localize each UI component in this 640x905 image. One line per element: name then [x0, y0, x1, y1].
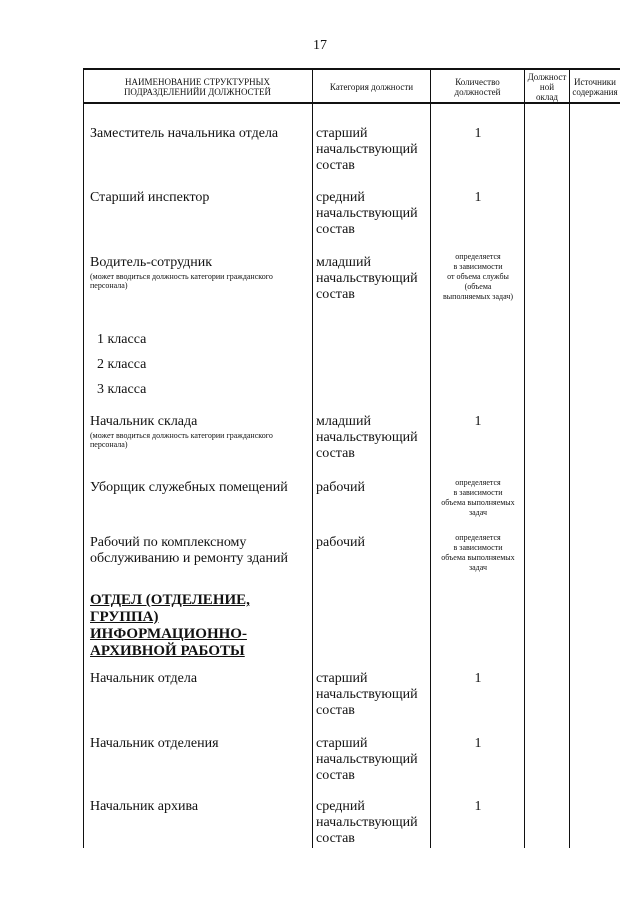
position-quantity: 1 [474, 736, 482, 751]
category-line: младший [316, 255, 371, 270]
category-line: старший [316, 126, 368, 141]
category-line: состав [316, 158, 355, 173]
position-category [316, 736, 428, 784]
header-text: Источники [574, 77, 616, 87]
category-line: средний [316, 799, 365, 814]
section-title [90, 592, 250, 660]
category-line: начальствующий [316, 687, 418, 702]
category-line: старший [316, 671, 368, 686]
header-text: содержания [572, 87, 618, 97]
quantity-note [431, 533, 525, 573]
category-line: начальствующий [316, 142, 418, 157]
position-name: Рабочий по комплексному обслуживанию и ремонту зданий [90, 535, 288, 566]
column-divider [312, 68, 313, 848]
quantity-note-line: объема выполняемых [441, 553, 515, 562]
column-divider [524, 68, 525, 848]
position-name: Заместитель начальника отдела [90, 126, 279, 141]
category-line: состав [316, 287, 355, 302]
table-header-rule [83, 102, 620, 104]
table-border-left [83, 68, 84, 848]
quantity-note-line: от объема службы [447, 272, 509, 281]
header-structural-units [83, 77, 312, 97]
position-class: 1 класса [97, 332, 147, 347]
category-line: младший [316, 414, 371, 429]
header-category: Категория должности [329, 82, 414, 92]
position-note: (может вводиться должность категории гражданского персонала) [90, 272, 273, 290]
quantity-note-line: определяется [455, 533, 501, 542]
quantity-note-line: определяется [455, 252, 501, 261]
header-text: ной [539, 82, 555, 92]
category-line: начальствующий [316, 815, 418, 830]
category-line: состав [316, 831, 355, 846]
category-line: состав [316, 703, 355, 718]
position-category [316, 190, 428, 238]
position-category [316, 255, 428, 303]
section-title-line: ИНФОРМАЦИОННО- [90, 626, 247, 642]
quantity-note-line: в зависимости [453, 543, 503, 552]
position-name-text: Водитель-сотрудник [90, 255, 213, 270]
header-text: ПОДРАЗДЕЛЕНИЙИ ДОЛЖНОСТЕЙ [123, 87, 272, 97]
header-text: Должност [527, 72, 567, 82]
quantity-note-line: в зависимости [453, 262, 503, 271]
position-class: 2 класса [97, 357, 147, 372]
position-class: 3 класса [97, 382, 147, 397]
category-line: начальствующий [316, 752, 418, 767]
position-category [316, 414, 428, 462]
position-name: Начальник архива [90, 799, 199, 814]
header-quantity [431, 77, 524, 97]
column-divider [569, 68, 570, 848]
quantity-note-line: в зависимости [453, 488, 503, 497]
section-title-line: ОТДЕЛ (ОТДЕЛЕНИЕ, [90, 592, 250, 608]
category-line: начальствующий [316, 430, 418, 445]
position-name [90, 414, 310, 449]
category-line: рабочий [316, 480, 365, 495]
category-line: начальствующий [316, 271, 418, 286]
category-line: рабочий [316, 535, 365, 550]
header-text: должностей [454, 87, 501, 97]
quantity-note-line: определяется [455, 478, 501, 487]
page-number: 17 [313, 38, 327, 53]
position-note: (может вводиться должность категории гражданского персонала) [90, 431, 273, 449]
quantity-note [431, 252, 525, 302]
quantity-note-line: выполняемых задач) [443, 292, 513, 301]
header-text: НАИМЕНОВАНИЕ СТРУКТУРНЫХ [124, 77, 271, 87]
column-divider [430, 68, 431, 848]
position-category [316, 126, 428, 174]
position-quantity: 1 [474, 126, 482, 141]
position-category [316, 480, 428, 496]
category-line: средний [316, 190, 365, 205]
staff-table [83, 68, 620, 848]
category-line: состав [316, 768, 355, 783]
quantity-note-line: задач [468, 508, 488, 517]
quantity-note [431, 478, 525, 518]
position-name: Уборщик служебных помещений [90, 480, 288, 495]
position-quantity: 1 [474, 671, 482, 686]
quantity-note-line: (объема [464, 282, 492, 291]
table-top-rule [83, 68, 620, 70]
position-quantity: 1 [474, 190, 482, 205]
section-title-line: ГРУППА) [90, 609, 159, 625]
position-quantity: 1 [474, 414, 482, 429]
position-category [316, 671, 428, 719]
header-funding-sources [570, 77, 620, 97]
position-name: Начальник отдела [90, 671, 198, 686]
position-name [90, 255, 310, 290]
position-name: Старший инспектор [90, 190, 210, 205]
position-category [316, 535, 428, 551]
position-quantity: 1 [474, 799, 482, 814]
category-line: состав [316, 222, 355, 237]
quantity-note-line: объема выполняемых [441, 498, 515, 507]
header-text: оклад [536, 92, 558, 102]
category-line: старший [316, 736, 368, 751]
header-text: Количество [455, 77, 500, 87]
quantity-note-line: задач [468, 563, 488, 572]
category-line: начальствующий [316, 206, 418, 221]
category-line: состав [316, 446, 355, 461]
section-title-line: АРХИВНОЙ РАБОТЫ [90, 643, 245, 659]
position-name-text: Начальник склада [90, 414, 198, 429]
position-category [316, 799, 428, 847]
header-salary [525, 72, 569, 102]
position-name: Начальник отделения [90, 736, 219, 751]
